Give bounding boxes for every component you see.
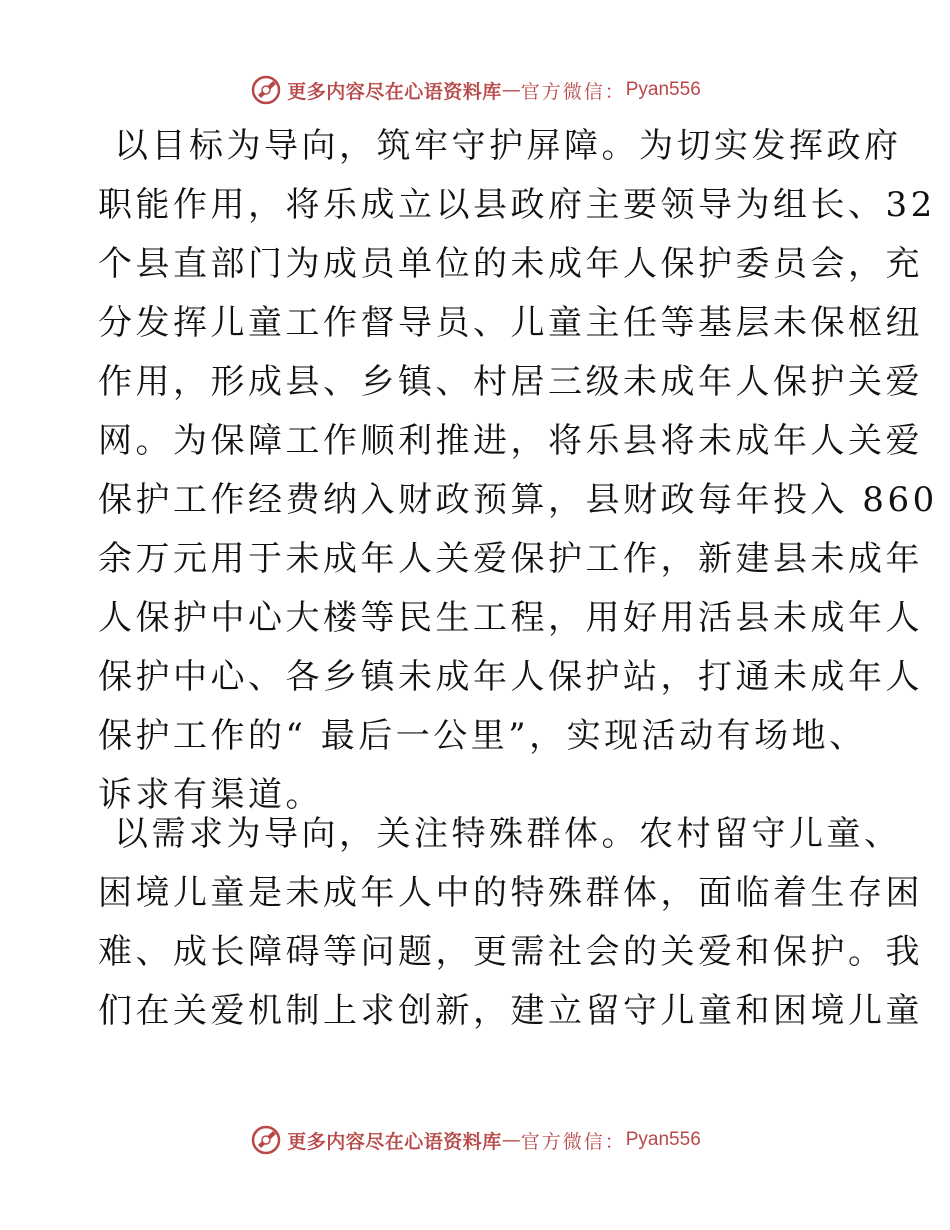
footer-banner — [0, 1120, 950, 1160]
text-line: 保护工作经费纳入财政预算，县财政每年投入 860 — [98, 480, 938, 520]
text-line: 以需求为导向，关注特殊群体。农村留守儿童、 — [114, 814, 902, 854]
paragraph-2 — [98, 805, 923, 1041]
logo-icon — [249, 73, 283, 107]
text-line: 人保护中心大楼等民生工程，用好用活县未成年人 — [98, 598, 923, 638]
text-line: 难、成长障碍等问题，更需社会的关爱和保护。我 — [98, 932, 923, 972]
text-line: 保护中心、各乡镇未成年人保护站，打通未成年人 — [98, 657, 923, 697]
text-line: 网。为保障工作顺利推进，将乐县将未成年人关爱 — [98, 421, 923, 461]
banner-wechat-id: Pyan556 — [625, 79, 701, 100]
banner-wechat-label: 官方微信： — [520, 1130, 626, 1153]
text-line: 困境儿童是未成年人中的特殊群体，面临着生存困 — [98, 873, 923, 913]
banner-wechat-id: Pyan556 — [625, 1129, 701, 1150]
text-line: 诉求有渠道。 — [98, 775, 323, 815]
banner-wechat-label: 官方微信： — [520, 80, 626, 103]
logo-icon — [249, 1123, 283, 1157]
text-line: 以目标为导向，筑牢守护屏障。为切实发挥政府 — [114, 126, 902, 166]
text-line: 分发挥儿童工作督导员、儿童主任等基层未保枢纽 — [98, 303, 923, 343]
text-line: 作用，形成县、乡镇、村居三级未成年人保护关爱 — [98, 362, 923, 402]
text-line: 余万元用于未成年人关爱保护工作，新建县未成年 — [98, 539, 923, 579]
banner-title: 更多内容尽在心语资料库 — [287, 1130, 502, 1153]
text-line: 保护工作的“ 最后一公里”，实现活动有场地、 — [98, 716, 867, 756]
header-banner — [0, 70, 950, 110]
banner-separator: — — [501, 79, 521, 101]
text-line: 职能作用，将乐成立以县政府主要领导为组长、32 — [98, 185, 936, 225]
text-line: 个县直部门为成员单位的未成年人保护委员会，充 — [98, 244, 923, 284]
text-line: 们在关爱机制上求创新，建立留守儿童和困境儿童 — [98, 991, 923, 1031]
paragraph-1 — [98, 117, 938, 825]
banner-title: 更多内容尽在心语资料库 — [287, 80, 502, 103]
banner-separator: — — [501, 1129, 521, 1151]
